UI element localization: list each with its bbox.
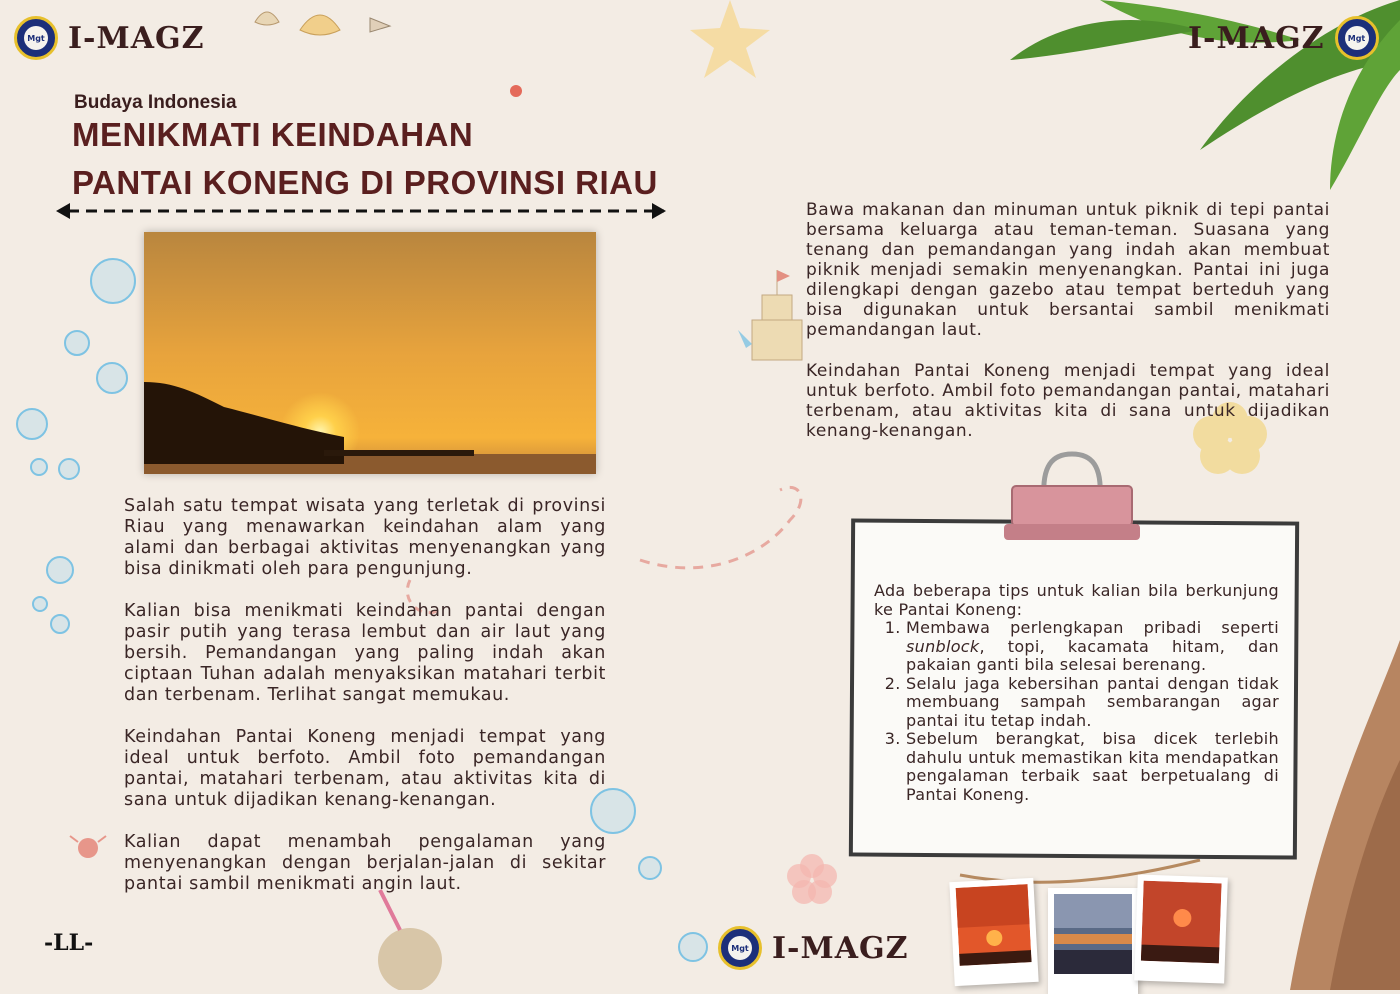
- tips-intro: Ada beberapa tips untuk kalian bila berkunjung ke Pantai Koneng:: [874, 581, 1279, 619]
- paragraph: Kalian dapat menambah pengalaman yang menyenangkan dengan berjalan-jalan di sekitar pantai sambil menikmati angin laut.: [124, 832, 606, 894]
- bubble-icon: [64, 330, 90, 356]
- tips-item: 2. Selalu jaga kebersihan pantai dengan tidak membuang sampah sembarangan agar pantai itu tetap indah.: [906, 675, 1279, 731]
- page-number: -LL-: [44, 930, 94, 956]
- title-line-2: PANTAI KONENG DI PROVINSI RIAU: [72, 164, 658, 201]
- paragraph: Salah satu tempat wisata yang terletak di provinsi Riau yang menawarkan keindahan alam yang alami dan berbagai aktivitas menyenangkan yang bisa dinikmati oleh para pengunjung.: [124, 496, 606, 579]
- bubble-icon: [50, 614, 70, 634]
- dashed-path: [640, 487, 801, 568]
- bubble-icon: [90, 258, 136, 304]
- palm-trunk-icon: [1290, 640, 1400, 990]
- logo-text: I-MAGZ: [772, 930, 909, 966]
- bubble-icon: [16, 408, 48, 440]
- shell-icon: [255, 12, 390, 35]
- tips-item: 1. Membawa perlengkapan pribadi seperti sunblock, topi, kacamata hitam, dan pakaian ganti bila selesai berenang.: [906, 619, 1279, 675]
- logo-text: I-MAGZ: [68, 20, 205, 56]
- bubble-icon: [46, 556, 74, 584]
- paragraph: Keindahan Pantai Koneng menjadi tempat yang ideal untuk berfoto. Ambil foto pemandangan pantai, matahari terbenam, atau aktivitas kita di sana untuk dijadikan kenang-kenangan.: [124, 727, 606, 810]
- paragraph: Kalian bisa menikmati keindahan pantai dengan pasir putih yang terasa lembut dan air laut yang bersih. Pemandangan yang paling indah akan ciptaan Tuhan adalah menyaksikan matahari terbit dan terbenam. Terlihat sangat memukau.: [124, 601, 606, 705]
- emblem-icon: Mgt: [1335, 16, 1379, 60]
- paragraph: Keindahan Pantai Koneng menjadi tempat yang ideal untuk berfoto. Ambil foto pemandangan pantai, matahari terbenam, atau aktivitas kita di sana untuk dijadikan kenang-kenangan.: [806, 361, 1330, 441]
- page-title: [72, 112, 692, 206]
- flower-icon: [787, 854, 837, 904]
- bubble-icon: [30, 458, 48, 476]
- logo-top-left: [14, 16, 205, 60]
- sunset-beach-photo: [144, 232, 596, 474]
- tips-content: [874, 582, 1279, 804]
- sandcastle-icon: [738, 270, 802, 360]
- sunset-thumb: [1054, 894, 1132, 974]
- logo-text: I-MAGZ: [1188, 20, 1325, 56]
- emblem-icon: Mgt: [14, 16, 58, 60]
- tips-list: [874, 619, 1279, 804]
- tips-item: 3. Sebelum berangkat, bisa dicek terlebih dahulu untuk memastikan kita mendapatkan pengalaman terbaik saat berpetualang di Pantai Koneng.: [906, 730, 1279, 804]
- paragraph: Bawa makanan dan minuman untuk piknik di tepi pantai bersama keluarga atau teman-teman. Suasana yang tenang dan pemandangan yang indah akan membuat piknik menjadi semakin menyenangkan. Pantai ini juga dilengkapi dengan gazebo atau tempat berteduh yang bisa digunakan untuk bersantai sambil menikmati pemandangan laut.: [806, 200, 1330, 340]
- bubble-icon: [638, 856, 662, 880]
- polaroid-photo: [949, 878, 1038, 986]
- bubble-icon: [32, 596, 48, 612]
- bubble-icon: [58, 458, 80, 480]
- sunset-thumb: [1141, 881, 1222, 964]
- starfish-icon: [690, 0, 770, 78]
- polaroid-photo: [1134, 874, 1228, 983]
- logo-top-right: [1188, 16, 1379, 60]
- logo-bottom: [718, 926, 909, 970]
- title-arrow-divider: [56, 201, 676, 221]
- section-label: Budaya Indonesia: [74, 92, 237, 113]
- binder-clip-icon: [1002, 446, 1142, 546]
- emblem-icon: Mgt: [718, 926, 762, 970]
- bubble-icon: [678, 932, 708, 962]
- sunset-thumb: [956, 884, 1032, 966]
- title-line-1: MENIKMATI KEINDAHAN: [72, 116, 474, 153]
- left-article-body: [124, 496, 606, 916]
- polaroid-photo: [1048, 888, 1138, 994]
- bubble-icon: [96, 362, 128, 394]
- right-article-body: [806, 200, 1330, 462]
